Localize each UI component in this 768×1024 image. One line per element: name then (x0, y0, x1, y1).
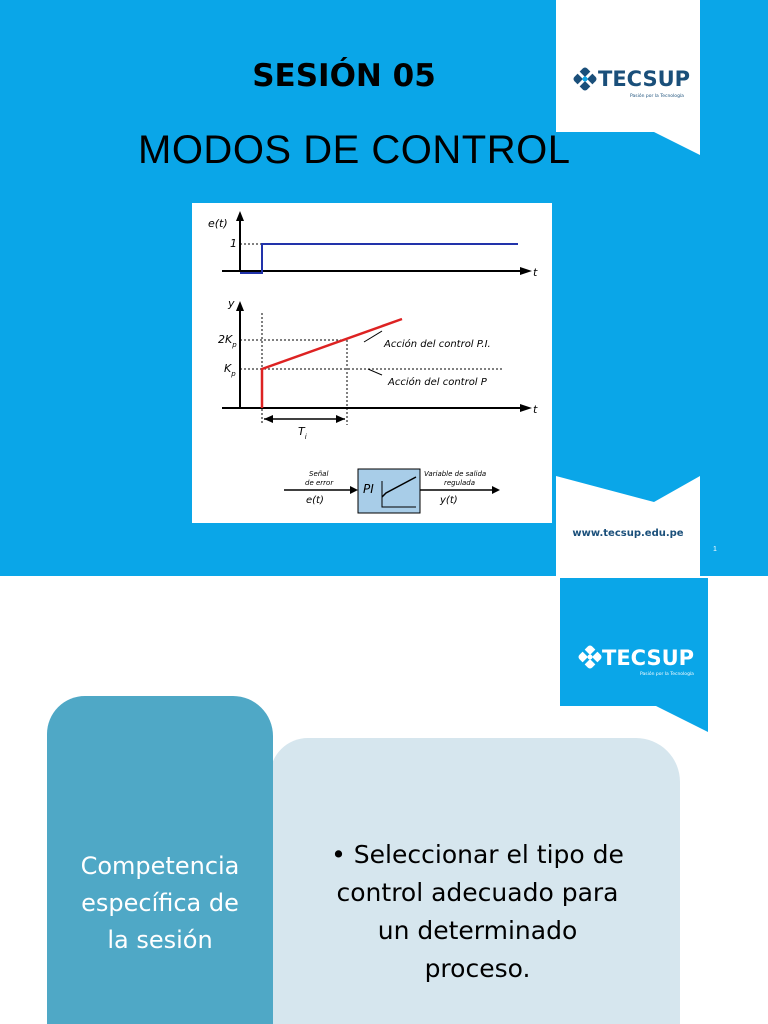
competency-text-line: • Seleccionar el tipo de (331, 840, 624, 869)
level-kp-label: $K_p$ (224, 362, 236, 378)
competency-label-line: la sesión (107, 926, 213, 954)
logo-tab (556, 0, 700, 155)
pi-response-curve (262, 319, 402, 408)
error-y-arrow-icon (236, 211, 244, 221)
output-label-line2: regulada (444, 479, 476, 487)
error-step-signal (240, 244, 518, 273)
level-2kp-label: $2K_p$ (218, 333, 237, 349)
logo-wordmark: TECSUP (602, 646, 695, 670)
input-label-line2: de error (305, 479, 334, 487)
competency-label-line: específica de (81, 889, 239, 917)
website-tab-shape (556, 476, 700, 576)
pi-block-diagram (284, 469, 500, 513)
competency-text-line: control adecuado para (336, 878, 619, 907)
output-arrow-icon (492, 486, 500, 494)
competency-text-line: proceso. (424, 954, 531, 983)
competency-label-line: Competencia (80, 852, 240, 880)
error-x-arrow-icon (520, 267, 532, 275)
error-y-label: e(t) (208, 217, 228, 230)
competency-label (47, 848, 273, 959)
logo-tagline: Pasión por la Tecnología (640, 672, 694, 677)
page-number: 1 (713, 546, 717, 553)
slide-subtitle: MODOS DE CONTROL (138, 128, 571, 172)
error-step-graph (208, 211, 538, 279)
response-y-label: y (228, 297, 235, 310)
step-level-label: 1 (230, 237, 237, 250)
logo-wordmark: TECSUP (598, 67, 691, 91)
website-tab (556, 476, 700, 576)
error-x-label: t (533, 266, 538, 279)
ti-label: $T_i$ (298, 425, 307, 441)
competency-text (300, 836, 655, 988)
ti-right-arrow-icon (336, 415, 345, 423)
pi-action-label: Acción del control P.I. (384, 339, 491, 350)
output-signal-label: y(t) (440, 495, 458, 506)
pi-block-label: PI (363, 482, 374, 496)
session-title: SESIÓN 05 (252, 58, 436, 94)
competency-text-line: un determinado (377, 916, 578, 945)
pi-control-diagram (192, 203, 552, 523)
logo-tagline: Pasión por la Tecnología (630, 94, 684, 99)
p-leader-line (368, 369, 382, 375)
response-graph (218, 297, 538, 441)
response-x-arrow-icon (520, 404, 532, 412)
website-url[interactable]: www.tecsup.edu.pe (572, 528, 684, 539)
slide-2 (0, 578, 768, 1024)
input-arrow-icon (350, 486, 358, 494)
label-card (47, 696, 273, 1024)
output-label-line1: Variable de salida (424, 470, 487, 478)
logo-tab (560, 578, 708, 732)
input-label-line1: Señal (309, 470, 329, 478)
response-x-label: t (533, 403, 538, 416)
p-action-label: Acción del control P (388, 377, 487, 388)
ti-left-arrow-icon (264, 415, 273, 423)
input-signal-label: e(t) (306, 495, 324, 506)
response-y-arrow-icon (236, 301, 244, 311)
